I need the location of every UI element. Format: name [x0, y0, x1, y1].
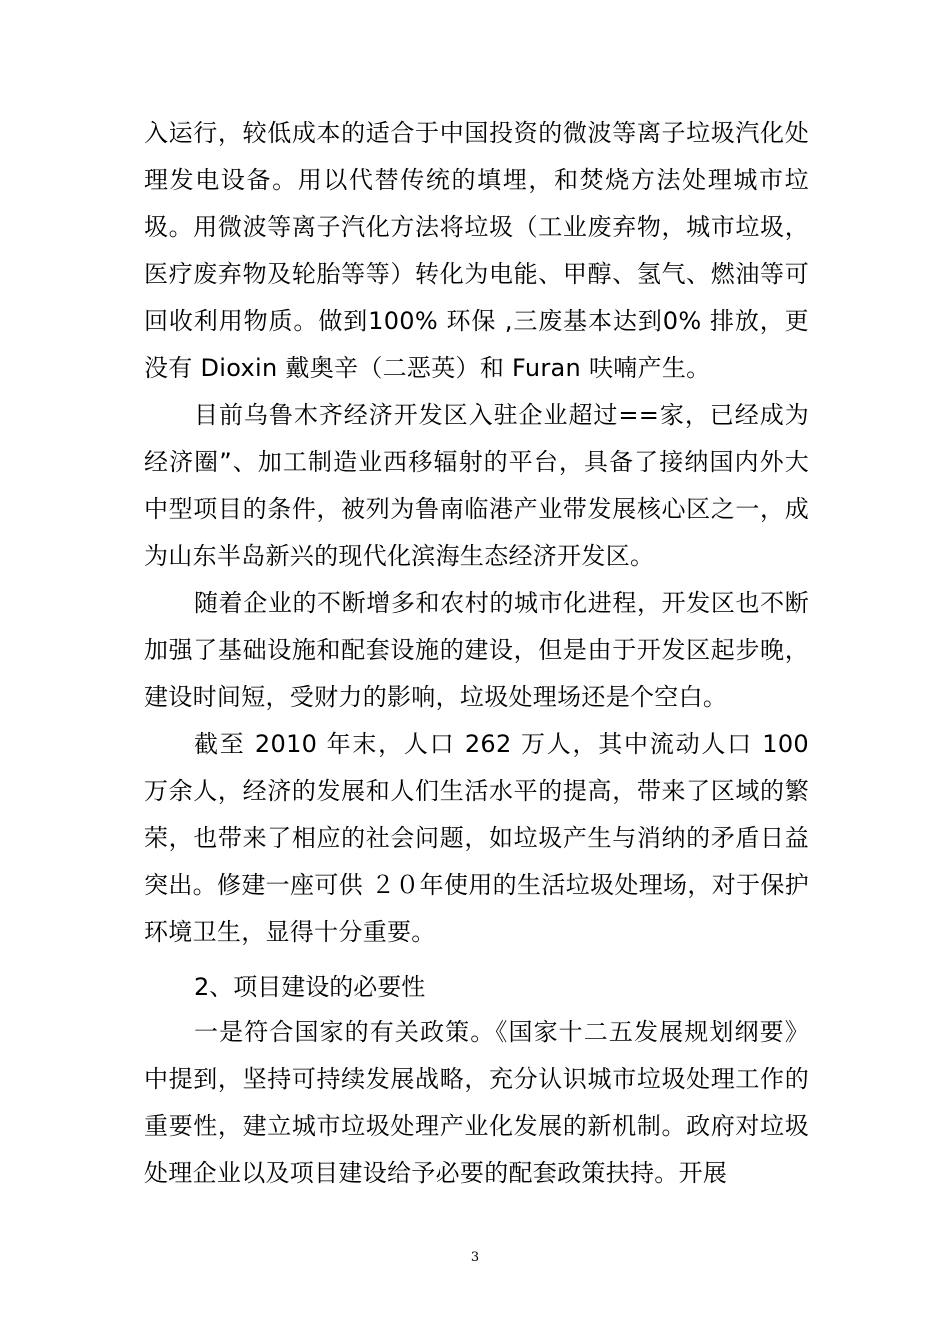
body-text	[144, 110, 809, 1197]
section-heading: 2、项目建设的必要性	[194, 973, 426, 1001]
paragraph-continuation: 入运行，较低成本的适合于中国投资的微波等离子垃圾汽化处理发电设备。用以代替传统的填埋，和焚烧方法处理城市垃圾。用微波等离子汽化方法将垃圾（工业废弃物，城市垃圾，医疗废弃物及轮胎等等）转化为电能、甲醇、氢气、燃油等可回收利用物质。做到100% 环保 ,三废基本达到0% 排放，更没有 Dioxin 戴奥辛（二恶英）和 Furan 呋喃产生。	[144, 119, 809, 382]
paragraph-infrastructure: 随着企业的不断增多和农村的城市化进程，开发区也不断加强了基础设施和配套设施的建设，但是由于开发区起步晚，建设时间短，受财力的影响，垃圾处理场还是个空白。	[144, 589, 809, 711]
paragraph-policy: 一是符合国家的有关政策。《国家十二五发展规划纲要》中提到，坚持可持续发展战略，充分认识城市垃圾处理工作的重要性，建立城市垃圾处理产业化发展的新机制。政府对垃圾处理企业以及项目建设给予必要的配套政策扶持。开展	[144, 1018, 809, 1187]
paragraph-development-zone: 目前乌鲁木齐经济开发区入驻企业超过==家，已经成为经济圈”、加工制造业西移辐射的平台，具备了接纳国内外大中型项目的条件，被列为鲁南临港产业带发展核心区之一，成为山东半岛新兴的现代化滨海生态经济开发区。	[144, 401, 810, 570]
paragraph-population: 截至 2010 年末，人口 262 万人，其中流动人口 100 万余人，经济的发展和人们生活水平的提高，带来了区域的繁荣，也带来了相应的社会问题，如垃圾产生与消纳的矛盾日益突出。修建一座可供 ２０年使用的生活垃圾处理场，对于保护环境卫生，显得十分重要。	[144, 730, 809, 946]
page-number: 3	[470, 1250, 480, 1265]
